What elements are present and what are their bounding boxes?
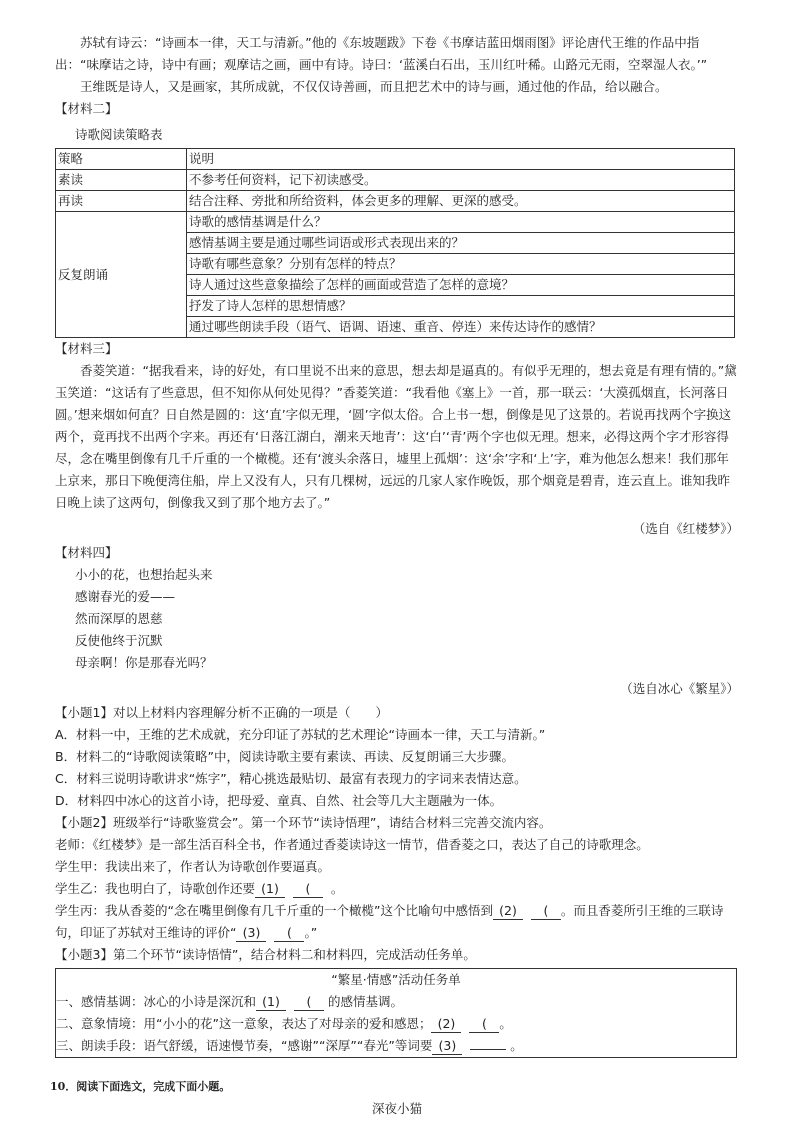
- poem-line: 小小的花，也想抬起头来: [75, 567, 213, 582]
- question2-student-a: 学生甲：我读出来了，作者认为诗歌创作要逼真。: [55, 859, 331, 874]
- strategy-name: 反复朗诵: [56, 212, 187, 338]
- task-sheet-title: “繁星·情感”活动任务单: [331, 972, 461, 987]
- student-c-text: 学生丙：我从香菱的“念在嘴里倒像有几千斤重的一个橄榄”这个比喻句中感悟到: [55, 903, 493, 918]
- task-line-3-text: 三、朗读手段：语气舒缓，语速慢节奏，“感谢”“深厚”“春光”等词要: [56, 1038, 433, 1053]
- strategy-question: 诗歌有哪些意象？分别有怎样的特点？: [187, 254, 735, 275]
- strategy-table-caption: 诗歌阅读策略表: [75, 127, 163, 142]
- question1-option-c: C．材料三说明诗歌讲求“炼字”，精心挑选最贴切、最富有表现力的字词来表情达意。: [55, 771, 527, 786]
- poem-line: 感谢春光的爱——: [75, 589, 176, 604]
- strategy-question: 诗歌的感情基调是什么？: [187, 212, 735, 233]
- answer-blank-3-tail[interactable]: (: [274, 925, 304, 942]
- table-row: [56, 170, 735, 191]
- answer-blank-1[interactable]: (1): [255, 881, 285, 898]
- table-header-description: 说明: [187, 149, 735, 170]
- material1-paragraph2: 王维既是诗人，又是画家，其所成就，不仅仅诗善画，而且把艺术中的诗与画，通过他的作品，给以融合。: [80, 79, 668, 94]
- table-row: [56, 191, 735, 212]
- material1-paragraph1: 苏轼有诗云：“诗画本一律，天工与清新。”他的《东坡题跋》下卷《书摩诘蓝田烟雨图》评论唐代王维的作品中指出：“味摩诘之诗，诗中有画；观摩诘之画，画中有诗。诗曰：‘蓝溪白石出，玉川红叶稀。山路元无雨，空翠湿人衣。’”: [55, 35, 708, 72]
- poem-line: 母亲啊！你是那春光吗？: [75, 655, 213, 670]
- poem: [55, 564, 739, 674]
- strategy-name: 素读: [56, 170, 187, 191]
- question2-student-b: [55, 878, 739, 900]
- task-line-1-text: 一、感情基调：冰心的小诗是深沉和: [56, 994, 257, 1009]
- strategy-description: 不参考任何资料，记下初读感受。: [187, 170, 735, 191]
- material3-paragraph: 香菱笑道：“据我看来，诗的好处，有口里说不出来的意思，想去却是逼真的。有似乎无理的，想去竟是有理有情的。”黛玉笑道：“这话有了些意思，但不知你从何处见得？”香菱笑道：“我看他《塞上》一首，那一联云：‘大漠孤烟直，长河落日圆。’想来烟如何直？日自然是圆的：这‘直’字似无理，‘圆’字似太俗。合上书一想，倒像是见了这景的。若说再找两个字换这两个，竟再找不出两个字来。再还有‘日落江湖白，潮来天地青’：这‘白’‘青’两个字也似无理。想来，必得这两个字才形容得尽，念在嘴里倒像有几千斤重的一个橄榄。还有‘渡头余落日，墟里上孤烟’：这‘余’字和‘上’字，难为他怎么想来！我们那年上京来，那日下晚便湾住船，岸上又没有人，只有几棵树，远远的几家人家作晚饭，那个烟竟是碧青，连云直上。谁知我昨日晚上读了这两句，倒像我又到了那个地方去了。”: [55, 363, 737, 510]
- task-blank-1-tail[interactable]: (: [294, 994, 324, 1011]
- task-blank-3[interactable]: (3): [432, 1038, 462, 1055]
- task-blank-2-tail[interactable]: (: [469, 1016, 499, 1033]
- question1-option-d: D．材料四中冰心的这首小诗，把母爱、童真、自然、社会等几大主题融为一体。: [55, 793, 503, 808]
- material3-source: （选自《红楼梦》）: [632, 521, 739, 536]
- question10-label: 10．阅读下面选文，完成下面小题。: [50, 1080, 231, 1093]
- strategy-question: 诗人通过这些意象描绘了怎样的画面或营造了怎样的意境？: [187, 275, 735, 296]
- task-blank-2[interactable]: (2): [431, 1016, 461, 1033]
- answer-blank-1-tail[interactable]: (: [293, 881, 323, 898]
- material4-source: （选自冰心《繁星》）: [620, 681, 739, 696]
- question2-teacher-line: 老师：《红楼梦》是一部生活百科全书，作者通过香菱读诗这一情节，借香菱之口，表达了自己的诗歌理念。: [55, 837, 649, 852]
- task-blank-1[interactable]: (1): [256, 994, 286, 1011]
- period: 。: [330, 881, 344, 896]
- strategy-question: 感情基调主要是通过哪些词语或形式表现出来的？: [187, 233, 735, 254]
- question1-option-a: A．材料一中，王维的艺术成就，充分印证了苏轼的艺术理论“诗画本一律，天工与清新。”: [55, 727, 546, 742]
- task-blank-3-tail[interactable]: [470, 1049, 506, 1050]
- material3-tag: 【材料三】: [55, 341, 118, 356]
- strategy-name: 再读: [56, 191, 187, 212]
- question3-stem: 【小题3】第二个环节“读诗悟情”，结合材料二和材料四，完成活动任务单。: [55, 947, 476, 962]
- question2-stem: 【小题2】班级举行“诗歌鉴赏会”。第一个环节“读诗悟理”，请结合材料三完善交流内容。: [55, 815, 552, 830]
- material2-tag: 【材料二】: [55, 101, 118, 116]
- task-line-2: [56, 1013, 736, 1035]
- document-page: [50, 32, 739, 1120]
- poem-line: 然而深厚的恩慈: [75, 611, 163, 626]
- question2-student-c: [55, 900, 739, 944]
- material4-tag: 【材料四】: [55, 545, 118, 560]
- table-header-row: [56, 149, 735, 170]
- table-header-strategy: 策略: [56, 149, 187, 170]
- student-b-text: 学生乙：我也明白了，诗歌创作还要: [55, 881, 256, 896]
- strategy-description: 结合注释、旁批和所给资料，体会更多的理解、更深的感受。: [187, 191, 735, 212]
- strategy-question: 通过哪些朗读手段（语气、语调、语速、重音、停连）来传达诗作的感情？: [187, 317, 735, 338]
- question1-option-b: B．材料二的“诗歌阅读策略”中，阅读诗歌主要有素读、再读、反复朗诵三大步骤。: [55, 749, 515, 764]
- strategy-table: [55, 148, 735, 338]
- answer-blank-3[interactable]: (3): [236, 925, 266, 942]
- student-c-text-end: 。”: [304, 925, 318, 940]
- poem-line: 反使他终于沉默: [75, 633, 163, 648]
- answer-blank-2-tail[interactable]: (: [531, 903, 561, 920]
- question10-title: 深夜小猫: [371, 1101, 422, 1116]
- table-row: [56, 212, 735, 233]
- task-sheet: [55, 968, 737, 1058]
- task-line-1-end: 的感情基调。: [327, 994, 403, 1009]
- task-line-2-end: 。: [499, 1016, 512, 1031]
- student-c-text-mid: 。而且香菱所引王维的三联诗句，印证了苏轼对王维诗的评价“: [55, 903, 724, 940]
- strategy-question: 抒发了诗人怎样的思想情感？: [187, 296, 735, 317]
- task-line-3: [56, 1035, 736, 1057]
- task-line-2-text: 二、意象情境：用“小小的花”这一意象，表达了对母亲的爱和感恩；: [56, 1016, 432, 1031]
- question1-stem: 【小题1】对以上材料内容理解分析不正确的一项是（ ）: [55, 705, 388, 720]
- task-line-3-end: 。: [510, 1038, 523, 1053]
- answer-blank-2[interactable]: (2): [493, 903, 523, 920]
- task-line-1: [56, 991, 736, 1013]
